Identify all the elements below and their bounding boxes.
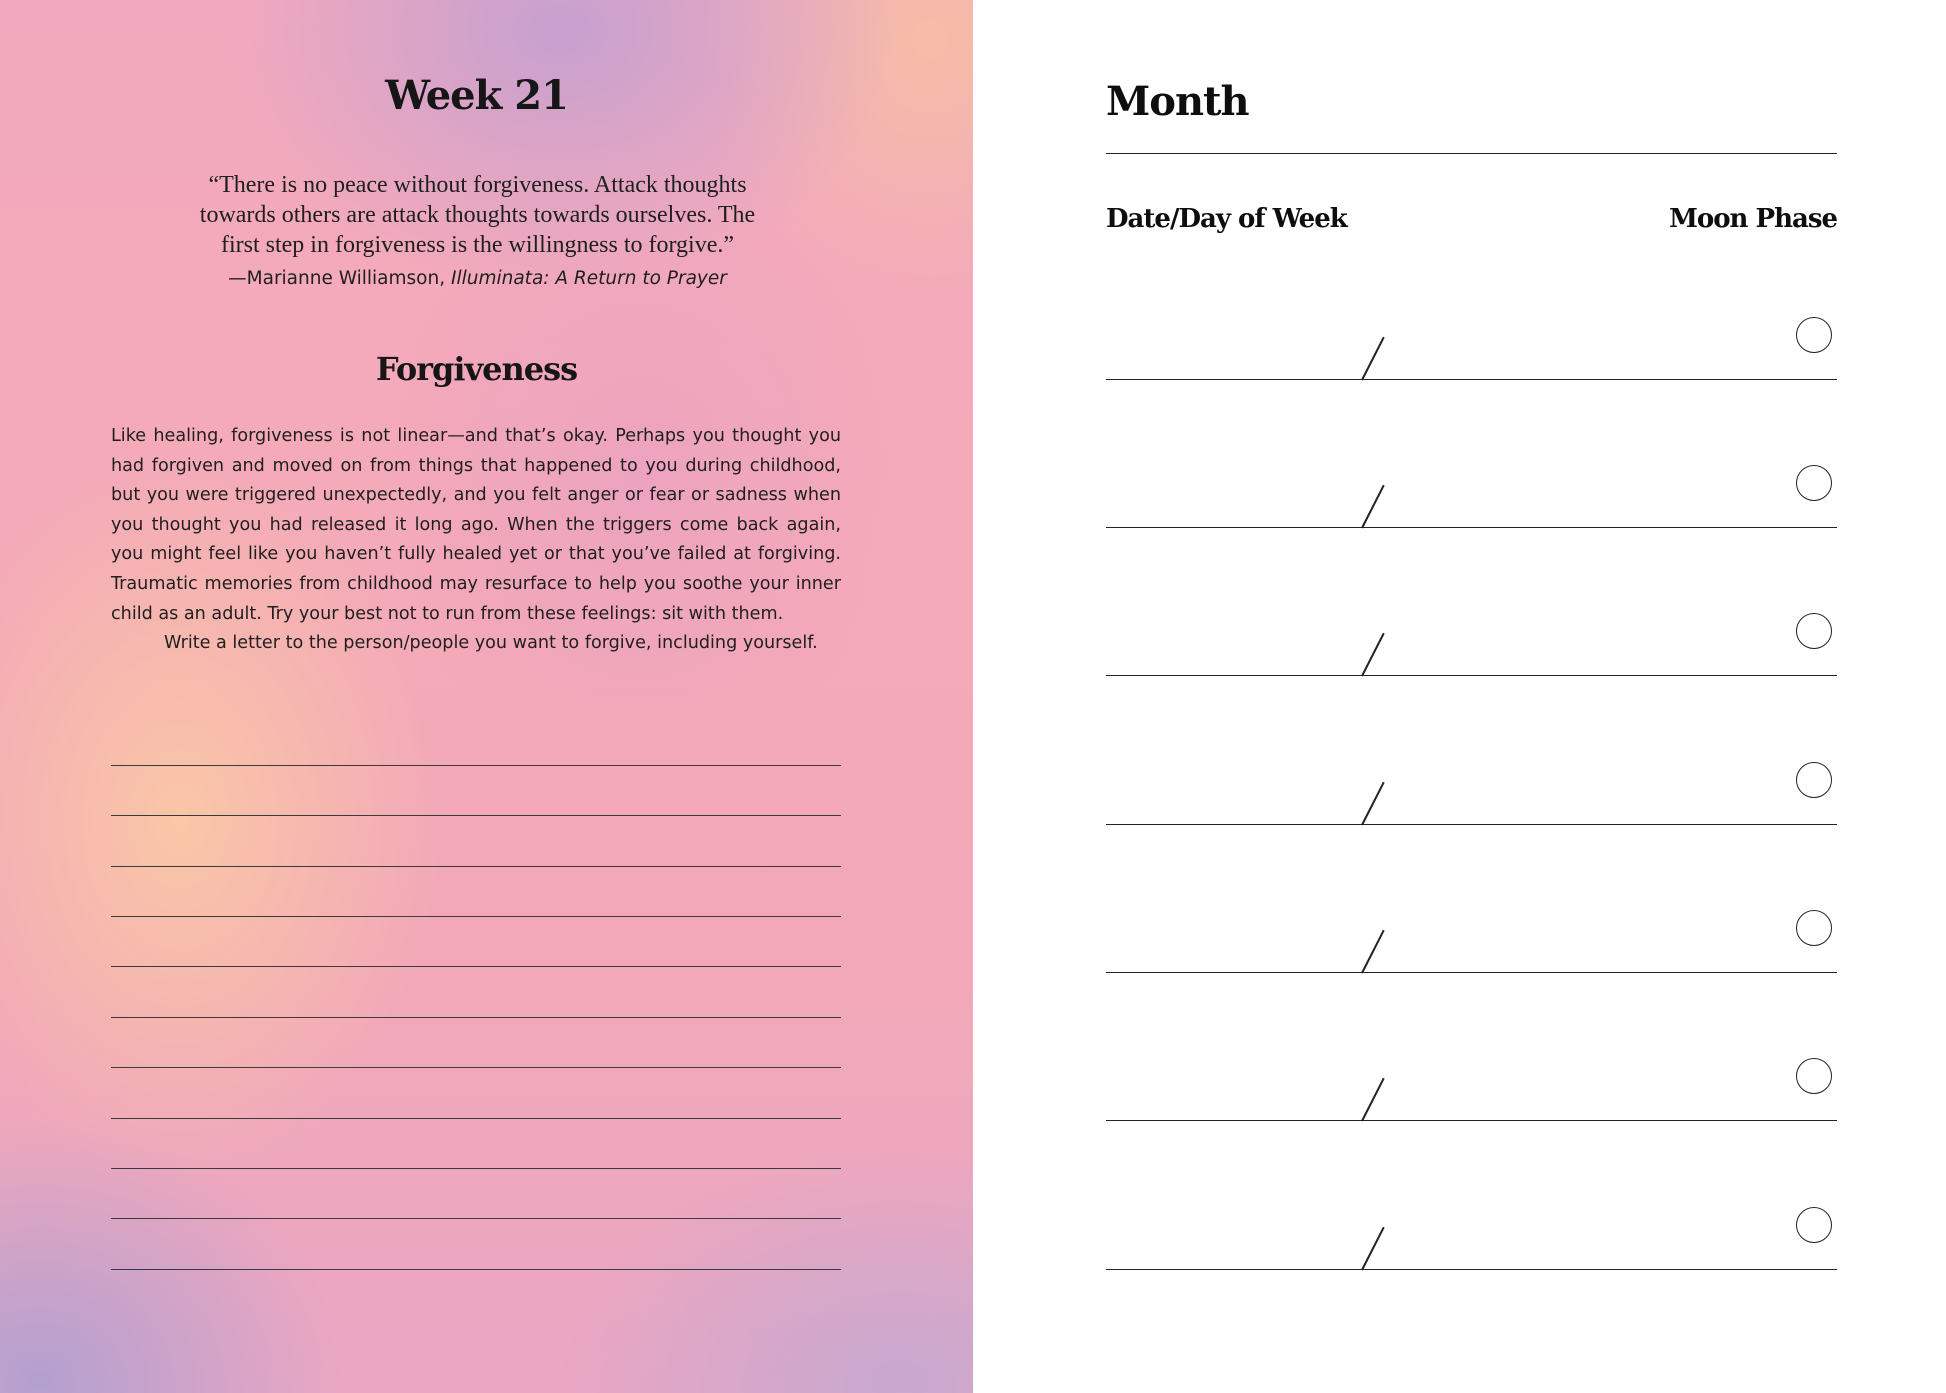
writing-line[interactable] (111, 765, 841, 766)
date-divider-slash (1361, 930, 1385, 974)
writing-line[interactable] (111, 1218, 841, 1219)
writing-line[interactable] (111, 1017, 841, 1018)
moon-phase-circle[interactable] (1796, 1207, 1832, 1243)
moon-phase-circle[interactable] (1796, 762, 1832, 798)
date-divider-slash (1361, 1227, 1385, 1271)
moon-phase-circle[interactable] (1796, 1058, 1832, 1094)
moon-phase-circle[interactable] (1796, 317, 1832, 353)
month-write-line[interactable] (1106, 153, 1837, 154)
date-write-line[interactable] (1106, 379, 1837, 380)
attribution-work: Illuminata: A Return to Prayer (451, 268, 727, 289)
day-entry-row (1106, 765, 1837, 825)
day-entry-row (1106, 616, 1837, 676)
day-entry-row (1106, 1210, 1837, 1270)
writing-line[interactable] (111, 866, 841, 867)
writing-line[interactable] (111, 966, 841, 967)
date-divider-slash (1361, 633, 1385, 677)
writing-line[interactable] (111, 1168, 841, 1169)
date-write-line[interactable] (1106, 675, 1837, 676)
date-write-line[interactable] (1106, 1269, 1837, 1270)
date-divider-slash (1361, 337, 1385, 381)
section-title: Forgiveness (375, 350, 578, 388)
date-divider-slash (1361, 782, 1385, 826)
date-write-line[interactable] (1106, 824, 1837, 825)
body-paragraph-1: Like healing, forgiveness is not linear—and that’s okay. Perhaps you thought you had forgiven and moved on from things that happened to you during childhood, but you were triggered unexpectedly, and you felt anger or fear or sadness when you thought you had released it long ago. When the triggers come back again, you might feel like you haven’t fully healed yet or that you’ve failed at forgiving. Traumatic memories from childhood may resurface to help you soothe your inner child as an adult. Try your best not to run from these feelings: sit with them. (111, 426, 841, 624)
moon-phase-circle[interactable] (1796, 613, 1832, 649)
month-title: Month (1106, 78, 1249, 125)
body-paragraph-2: Write a letter to the person/people you want to forgive, including yourself. (164, 633, 818, 654)
date-divider-slash (1361, 1078, 1385, 1122)
quote-attribution (150, 268, 805, 289)
writing-line[interactable] (111, 1067, 841, 1068)
writing-line[interactable] (111, 1118, 841, 1119)
moon-phase-header: Moon Phase (1669, 204, 1837, 234)
week-title: Week 21 (385, 72, 568, 119)
date-write-line[interactable] (1106, 1120, 1837, 1121)
moon-phase-circle[interactable] (1796, 465, 1832, 501)
day-entry-row (1106, 320, 1837, 380)
writing-line[interactable] (111, 1269, 841, 1270)
day-entry-row (1106, 1061, 1837, 1121)
moon-phase-circle[interactable] (1796, 910, 1832, 946)
quote-text: “There is no peace without forgiveness. Attack thoughts towards others are attack thoughts towards ourselves. The first step in forgiveness is the willingness to forgive.” (199, 172, 756, 258)
writing-line[interactable] (111, 916, 841, 917)
attribution-author: —Marianne Williamson, (228, 268, 446, 289)
date-divider-slash (1361, 485, 1385, 529)
body-text (111, 422, 841, 659)
date-write-line[interactable] (1106, 972, 1837, 973)
date-write-line[interactable] (1106, 527, 1837, 528)
day-entry-row (1106, 913, 1837, 973)
writing-line[interactable] (111, 815, 841, 816)
date-day-header: Date/Day of Week (1106, 204, 1347, 234)
day-entry-row (1106, 468, 1837, 528)
